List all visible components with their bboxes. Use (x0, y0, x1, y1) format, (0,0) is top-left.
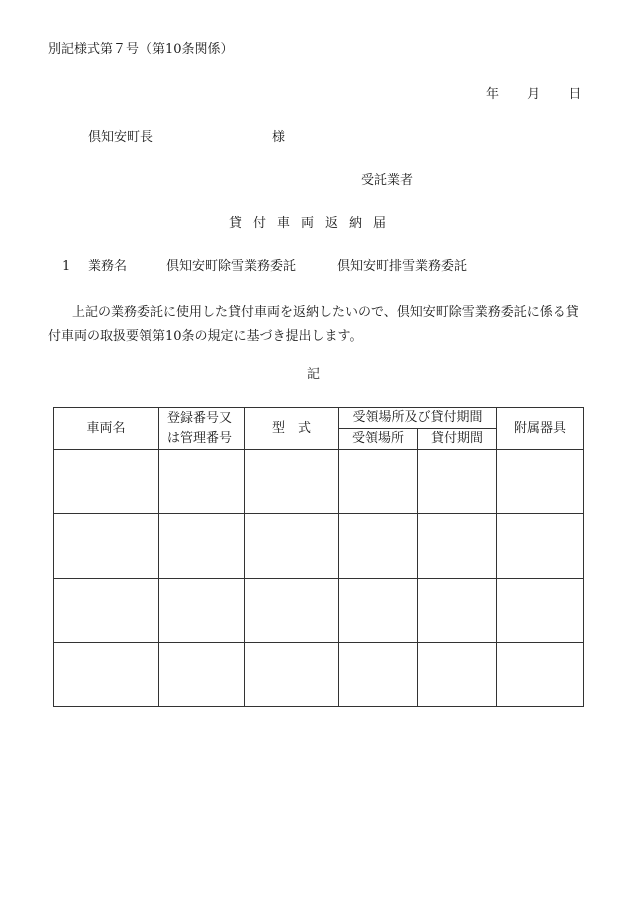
sender-label: 受託業者 (361, 173, 414, 188)
header-registration-number: 登録番号又は管理番号 (159, 408, 245, 450)
cell-registration-number (159, 514, 245, 578)
cell-receipt-place (339, 578, 418, 642)
item-1-label: 業務名 (88, 259, 128, 274)
header-loan-period: 貸付期間 (418, 429, 497, 450)
cell-loan-period (418, 514, 497, 578)
table-row (54, 450, 584, 514)
cell-loan-period (418, 578, 497, 642)
cell-accessories (497, 450, 584, 514)
ki-label: 記 (307, 367, 321, 382)
header-receipt-place-and-period: 受領場所及び貸付期間 (339, 408, 497, 429)
date-day: 日 (568, 87, 582, 102)
header-vehicle-name: 車両名 (54, 408, 159, 450)
cell-vehicle-name (54, 578, 159, 642)
cell-accessories (497, 642, 584, 706)
item-1-option-snow-hauling: 倶知安町排雪業務委託 (337, 259, 468, 274)
form-number-label: 別記様式第７号（第10条関係） (48, 42, 234, 57)
table-row (54, 578, 584, 642)
header-model: 型 式 (245, 408, 339, 450)
date-line (486, 87, 581, 103)
table-row (54, 514, 584, 578)
table-row (54, 642, 584, 706)
cell-model (245, 514, 339, 578)
cell-receipt-place (339, 450, 418, 514)
cell-registration-number (159, 450, 245, 514)
cell-vehicle-name (54, 450, 159, 514)
body-paragraph: 上記の業務委託に使用した貸付車両を返納したいので、倶知安町除雪業務委託に係る貸付車両の取扱要領第10条の規定に基づき提出します。 (48, 305, 579, 344)
addressee-honorific: 様 (272, 130, 286, 145)
cell-accessories (497, 578, 584, 642)
document-title: 貸付車両返納届 (229, 216, 398, 231)
item-1-number: 1 (62, 259, 71, 274)
addressee-name: 倶知安町長 (88, 130, 154, 145)
cell-model (245, 642, 339, 706)
cell-receipt-place (339, 642, 418, 706)
header-accessories: 附属器具 (497, 408, 584, 450)
header-receipt-place: 受領場所 (339, 429, 418, 450)
cell-model (245, 450, 339, 514)
cell-receipt-place (339, 514, 418, 578)
vehicle-table (53, 407, 584, 707)
cell-loan-period (418, 450, 497, 514)
date-month: 月 (527, 87, 541, 102)
date-year: 年 (486, 87, 500, 102)
cell-accessories (497, 514, 584, 578)
cell-vehicle-name (54, 514, 159, 578)
cell-registration-number (159, 642, 245, 706)
cell-vehicle-name (54, 642, 159, 706)
cell-loan-period (418, 642, 497, 706)
cell-model (245, 578, 339, 642)
cell-registration-number (159, 578, 245, 642)
item-1-option-snow-removal: 倶知安町除雪業務委託 (166, 259, 297, 274)
